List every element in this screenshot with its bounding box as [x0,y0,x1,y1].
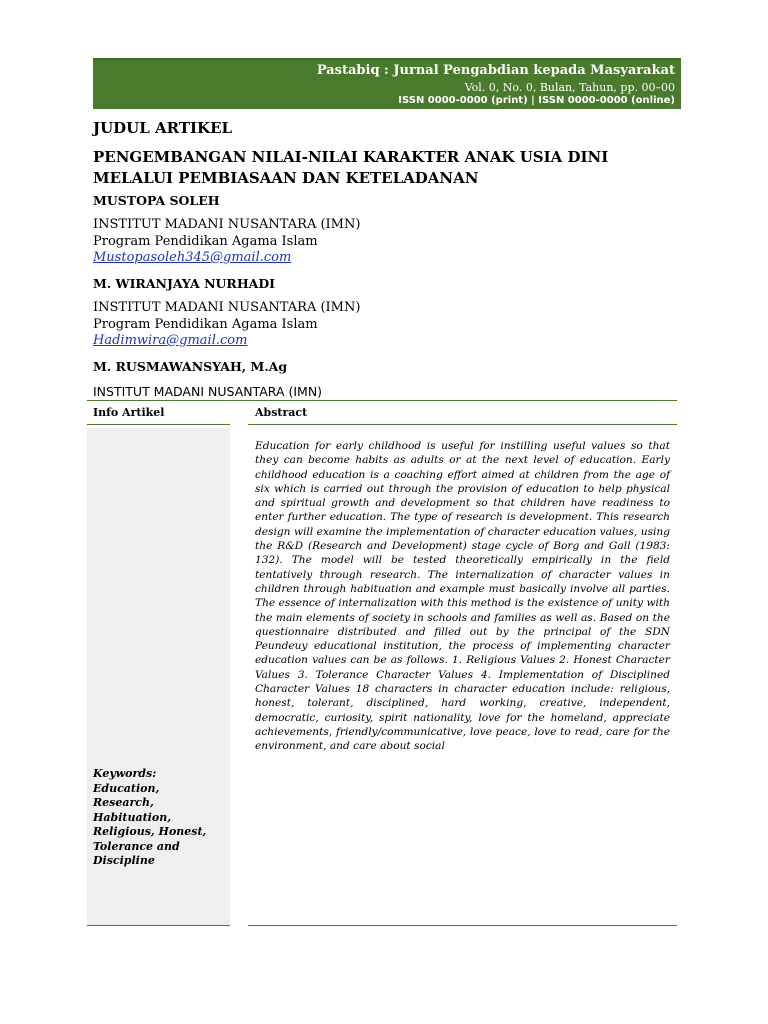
article-title: PENGEMBANGAN NILAI-NILAI KARAKTER ANAK USIA DINI MELALUI PEMBIASAAN DAN KETELADANAN [93,148,609,187]
author-program: Program Pendidikan Agama Islam [93,234,318,249]
journal-volume: Vol. 0, No. 0, Bulan, Tahun, pp. 00–00 [464,81,675,94]
author-institution: INSTITUT MADANI NUSANTARA (IMN) [93,384,323,399]
journal-name: Pastabiq : Jurnal Pengabdian kepada Masyarakat [316,63,675,78]
author-name: M. RUSMAWANSYAH, M.Ag [93,359,288,374]
abstract-heading: Abstract [255,406,308,419]
author-name: M. WIRANJAYA NURHADI [93,276,276,291]
divider [87,400,677,401]
author-email-link[interactable]: Hadimwira@gmail.com [93,333,248,348]
keywords-block [93,767,223,869]
divider [87,925,230,926]
author-institution: INSTITUT MADANI NUSANTARA (IMN) [93,300,361,315]
journal-issn: ISSN 0000-0000 (print) | ISSN 0000-0000 (online) [398,95,675,106]
author-institution: INSTITUT MADANI NUSANTARA (IMN) [93,217,361,232]
author-name: MUSTOPA SOLEH [93,193,220,208]
author-program: Program Pendidikan Agama Islam [93,317,318,332]
author-email-link[interactable]: Mustopasoleh345@gmail.com [93,250,292,265]
divider [87,424,230,425]
journal-header [93,60,681,109]
article-label: JUDUL ARTIKEL [93,119,233,137]
keywords-label: Keywords: [93,767,157,780]
divider [248,424,677,425]
abstract-text: Education for early childhood is useful for instilling useful values so that they can become habits as adults or at the next level of education. Early childhood education is a coaching effort aimed at children from the age of six which is carried out through the provision of education to help physical and spiritual growth and development so that children have readiness to enter further education. The type of research is development. This research design will examine the implementation of character education values, using the R&D (Research and Development) stage cycle of Borg and Gall (1983: 132). The model will be tested theoretically empirically in the field tentatively through research. The internalization of character values in children through habituation and example must basically involve all parties. The essence of internalization with this method is the existence of unity with the main elements of society in schools and families as well as. Based on the questionnaire distributed and filled out by the principal of the SDN Peundeuy educational institution, the process of implementing character education values can be as follows. 1. Religious Values 2. Honest Character Values 3. Tolerance Character Values 4. Implementation of Disciplined Character Values 18 characters in character education include: religious, honest, tolerant, disciplined, hard working, creative, independent, democratic, curiosity, spirit nationality, love for the homeland, appreciate achievements, friendly/communicative, love peace, love to read, care for the environment, and care about social [255,440,670,753]
keywords-text: Education, Research, Habituation, Religious, Honest, Tolerance and Discipline [93,781,207,867]
info-heading: Info Artikel [93,406,165,419]
divider [248,925,677,926]
